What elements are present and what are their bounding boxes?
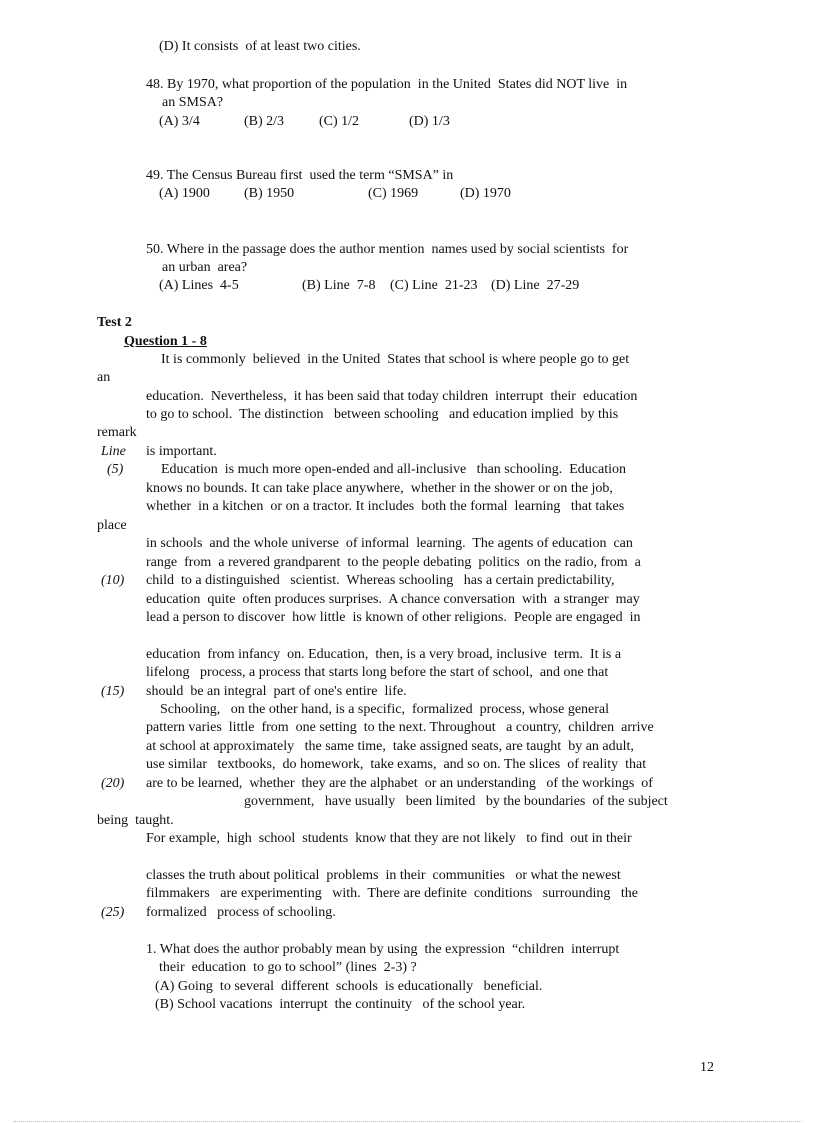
- passage-line-20: are to be learned, whether they are the alphabet or an understanding of the workings of: [146, 776, 653, 791]
- passage-line-6: knows no bounds. It can take place anywhere, whether in the shower or on the job,: [146, 481, 613, 496]
- passage-line-7-wrap: place: [97, 518, 127, 533]
- q48-option-a: (A) 3/4: [159, 114, 200, 129]
- line-marker-10: (10): [101, 573, 125, 588]
- question-range-heading: Question 1 - 8: [124, 334, 207, 349]
- q50-stem-line2: an urban area?: [162, 260, 248, 275]
- q1-option-b: (B) School vacations interrupt the continuity of the school year.: [155, 997, 526, 1012]
- passage-line-1-wrap: an: [97, 370, 111, 385]
- line-marker-20: (20): [101, 776, 125, 791]
- passage-line-10: child to a distinguished scientist. Whereas schooling has a certain predictability,: [146, 573, 615, 588]
- q48-option-d: (D) 1/3: [409, 114, 450, 129]
- q49-option-d: (D) 1970: [460, 186, 511, 201]
- passage-line-5: Education is much more open-ended and all-inclusive than schooling. Education: [161, 462, 626, 477]
- passage-line-25: formalized process of schooling.: [146, 905, 336, 920]
- q49-stem: 49. The Census Bureau first used the term “SMSA” in: [146, 168, 454, 183]
- q50-stem-line1: 50. Where in the passage does the author mention names used by social scientists for: [146, 242, 629, 257]
- passage-line-21-wrap: being taught.: [97, 813, 174, 828]
- q48-option-b: (B) 2/3: [244, 114, 285, 129]
- passage-line-1: It is commonly believed in the United States that school is where people go to get: [161, 352, 630, 367]
- page-number: 12: [700, 1060, 714, 1075]
- passage-line-18: at school at approximately the same time, take assigned seats, are taught by an adult,: [146, 739, 634, 754]
- passage-line-24: filmmakers are experimenting with. There are definite conditions surrounding the: [146, 886, 638, 901]
- q48-stem-line1: 48. By 1970, what proportion of the population in the United States did NOT live in: [146, 77, 628, 92]
- passage-line-12: lead a person to discover how little is known of other religions. People are engaged in: [146, 610, 641, 625]
- passage-line-11: education quite often produces surprises. A chance conversation with a stranger may: [146, 592, 640, 607]
- q47-option-d: (D) It consists of at least two cities.: [159, 39, 361, 54]
- passage-line-2: education. Nevertheless, it has been said that today children interrupt their education: [146, 389, 638, 404]
- q49-option-c: (C) 1969: [368, 186, 419, 201]
- q1-stem-line2: their education to go to school” (lines 2-3) ?: [159, 960, 417, 975]
- page-bottom-border: [14, 1121, 802, 1122]
- passage-line-4: is important.: [146, 444, 217, 459]
- q49-option-a: (A) 1900: [159, 186, 210, 201]
- passage-line-14: lifelong process, a process that starts long before the start of school, and one that: [146, 665, 609, 680]
- passage-line-8: in schools and the whole universe of informal learning. The agents of education can: [146, 536, 633, 551]
- line-marker-15: (15): [101, 684, 125, 699]
- passage-line-22: For example, high school students know that they are not likely to find out in their: [146, 831, 632, 846]
- passage-line-19: use similar textbooks, do homework, take exams, and so on. The slices of reality that: [146, 757, 647, 772]
- passage-line-23: classes the truth about political problems in their communities or what the newest: [146, 868, 621, 883]
- test-title: Test 2: [97, 315, 132, 330]
- q48-stem-line2: an SMSA?: [162, 95, 224, 110]
- passage-line-13: education from infancy on. Education, then, is a very broad, inclusive term. It is a: [146, 647, 622, 662]
- passage-line-7: whether in a kitchen or on a tractor. It includes both the formal learning that takes: [146, 499, 625, 514]
- passage-line-9: range from a revered grandparent to the people debating politics on the radio, from a: [146, 555, 641, 570]
- passage-line-16: Schooling, on the other hand, is a specific, formalized process, whose general: [160, 702, 610, 717]
- q50-option-a: (A) Lines 4-5: [159, 278, 239, 293]
- q50-option-d: (D) Line 27-29: [491, 278, 580, 293]
- line-marker-25: (25): [101, 905, 125, 920]
- passage-line-21: government, have usually been limited by the boundaries of the subject: [244, 794, 668, 809]
- q50-option-c: (C) Line 21-23: [390, 278, 478, 293]
- q49-option-b: (B) 1950: [244, 186, 295, 201]
- q1-stem-line1: 1. What does the author probably mean by using the expression “children interrupt: [146, 942, 620, 957]
- passage-line-3: to go to school. The distinction between schooling and education implied by this: [146, 407, 619, 422]
- line-label: Line: [101, 444, 126, 459]
- passage-line-17: pattern varies little from one setting to the next. Throughout a country, children arrive: [146, 720, 654, 735]
- passage-line-15: should be an integral part of one's entire life.: [146, 684, 407, 699]
- passage-line-3-wrap: remark: [97, 425, 137, 440]
- line-marker-5: (5): [107, 462, 124, 477]
- q1-option-a: (A) Going to several different schools is educationally beneficial.: [155, 979, 543, 994]
- q50-option-b: (B) Line 7-8: [302, 278, 376, 293]
- q48-option-c: (C) 1/2: [319, 114, 360, 129]
